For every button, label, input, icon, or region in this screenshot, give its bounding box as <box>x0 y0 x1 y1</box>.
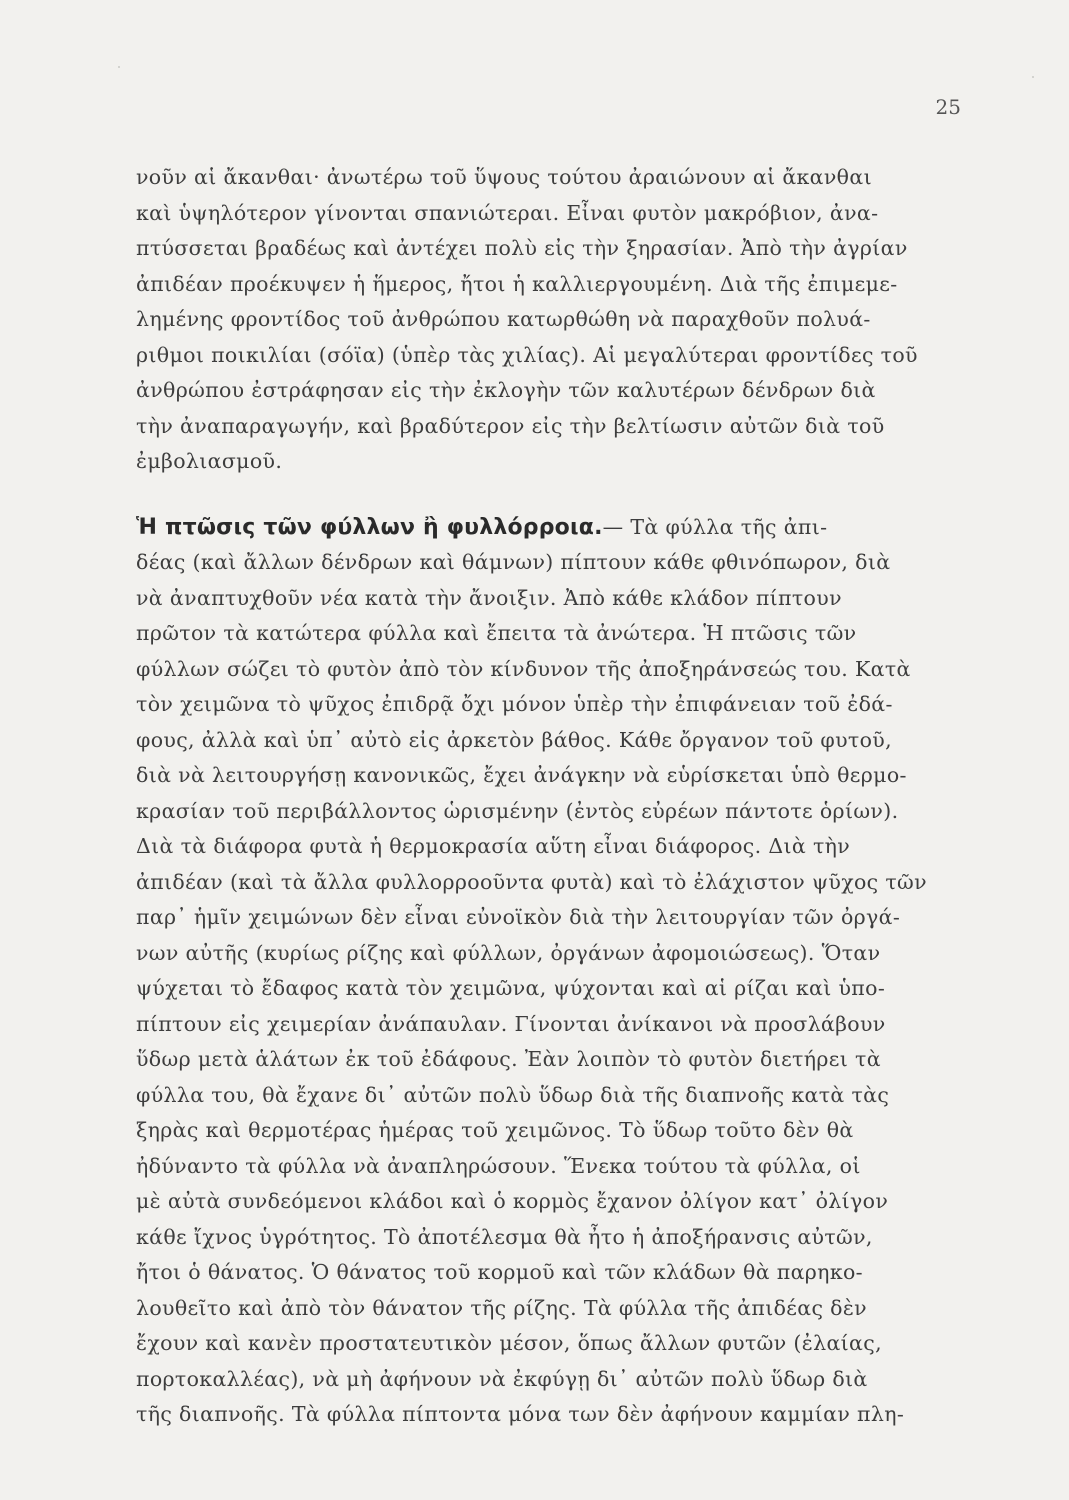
paper-speck <box>118 66 120 68</box>
paper-speck <box>1032 76 1034 78</box>
text-line: λουθεῖτο καὶ ἀπὸ τὸν θάνατον τῆς ρίζης. Τὰ φύλλα τῆς ἀπιδέας δὲν <box>136 1295 867 1320</box>
text-line: πρῶτον τὰ κατώτερα φύλλα καὶ ἔπειτα τὰ ἀνώτερα. Ἡ πτῶσις τῶν <box>136 621 857 645</box>
text-line: νοῦν αἱ ἄκανθαι· ἀνωτέρω τοῦ ὕψους τούτου ἀραιώνουν αἱ ἄκανθαι <box>136 165 872 189</box>
text-line: νὰ ἀναπτυχθοῦν νέα κατὰ τὴν ἄνοιξιν. Ἀπὸ κάθε κλάδον πίπτουν <box>136 585 842 610</box>
text-line: δέας (καὶ ἄλλων δένδρων καὶ θάμνων) πίπτουν κάθε φθινόπωρον, διὰ <box>136 550 891 574</box>
text-line: πορτοκαλλέας), νὰ μὴ ἀφήνουν νὰ ἐκφύγῃ δι᾽ αὐτῶν πολὺ ὕδωρ διὰ <box>136 1366 868 1391</box>
text-line: ἠδύναντο τὰ φύλλα νὰ ἀναπληρώσουν. Ἕνεκα τούτου τὰ φύλλα, οἱ <box>136 1153 861 1178</box>
text-line: ἀπιδέαν (καὶ τὰ ἄλλα φυλλορροοῦντα φυτὰ) καὶ τὸ ἐλάχιστον ψῦχος τῶν <box>136 869 927 894</box>
section-heading: Ἡ πτῶσις τῶν φύλλων ἢ φυλλόρροια. <box>136 514 603 540</box>
body-text <box>136 160 936 1433</box>
text-line: κρασίαν τοῦ περιβάλλοντος ὡρισμένην (ἐντὸς εὐρέων πάντοτε ὁρίων). <box>136 798 899 823</box>
text-line: διὰ νὰ λειτουργήσῃ κανονικῶς, ἔχει ἀνάγκην νὰ εὑρίσκεται ὑπὸ θερμο- <box>136 763 907 787</box>
text-line: φύλλα του, θὰ ἔχανε δι᾽ αὐτῶν πολὺ ὕδωρ διὰ τῆς διαπνοῆς κατὰ τὰς <box>136 1082 890 1107</box>
text-line: ἀπιδέαν προέκυψεν ἡ ἥμερος, ἤτοι ἡ καλλιεργουμένη. Διὰ τῆς ἐπιμεμε- <box>136 271 898 296</box>
text-line: ψύχεται τὸ ἔδαφος κατὰ τὸν χειμῶνα, ψύχονται καὶ αἱ ρίζαι καὶ ὑπο- <box>136 976 886 1000</box>
text-line: καὶ ὑψηλότερον γίνονται σπανιώτεραι. Εἶναι φυτὸν μακρόβιον, ἀνα- <box>136 200 879 225</box>
text-line: φους, ἀλλὰ καὶ ὑπ᾽ αὐτὸ εἰς ἀρκετὸν βάθος. Κάθε ὄργανον τοῦ φυτοῦ, <box>136 727 892 752</box>
text-line: ἔχουν καὶ κανὲν προστατευτικὸν μέσον, ὅπως ἄλλων φυτῶν (ἐλαίας, <box>136 1331 882 1355</box>
text-line: μὲ αὐτὰ συνδεόμενοι κλάδοι καὶ ὁ κορμὸς ἔχανον ὀλίγον κατ᾽ ὀλίγον <box>136 1189 889 1213</box>
text-line: πίπτουν εἰς χειμερίαν ἀνάπαυλαν. Γίνονται ἀνίκανοι νὰ προσλάβουν <box>136 1011 886 1036</box>
text-line: πτύσσεται βραδέως καὶ ἀντέχει πολὺ εἰς τὴν ξηρασίαν. Ἀπὸ τὴν ἀγρίαν <box>136 236 908 260</box>
section-heading-line <box>136 510 936 546</box>
page-number: 25 <box>935 95 961 119</box>
text-line: τὸν χειμῶνα τὸ ψῦχος ἐπιδρᾷ ὄχι μόνον ὑπὲρ τὴν ἐπιφάνειαν τοῦ ἐδά- <box>136 692 893 716</box>
section-heading-continuation: — Τὰ φύλλα τῆς ἀπι- <box>602 514 828 539</box>
text-line: τῆς διαπνοῆς. Τὰ φύλλα πίπτοντα μόνα των δὲν ἀφήνουν καμμίαν πλη- <box>136 1402 905 1426</box>
text-line: ἀνθρώπου ἐστράφησαν εἰς τὴν ἐκλογὴν τῶν καλυτέρων δένδρων διὰ <box>136 378 876 402</box>
text-line: νων αὐτῆς (κυρίως ρίζης καὶ φύλλων, ὀργάνων ἀφομοιώσεως). Ὅταν <box>136 940 881 965</box>
text-line: φύλλων σώζει τὸ φυτὸν ἀπὸ τὸν κίνδυνον τῆς ἀποξηράνσεώς του. Κατὰ <box>136 656 911 681</box>
text-line: παρ᾽ ἡμῖν χειμώνων δὲν εἶναι εὐνοϊκὸν διὰ τὴν λειτουργίαν τῶν ὀργά- <box>136 905 901 929</box>
text-line: κάθε ἴχνος ὑγρότητος. Τὸ ἀποτέλεσμα θὰ ἦτο ἡ ἀποξήρανσις αὐτῶν, <box>136 1224 873 1249</box>
text-line: ριθμοι ποικιλίαι (σόϊα) (ὑπὲρ τὰς χιλίας). Αἱ μεγαλύτεραι φροντίδες τοῦ <box>136 342 918 367</box>
text-line: ἤτοι ὁ θάνατος. Ὁ θάνατος τοῦ κορμοῦ καὶ τῶν κλάδων θὰ παρηκο- <box>136 1260 863 1284</box>
text-line: λημένης φροντίδος τοῦ ἀνθρώπου κατωρθώθη νὰ παραχθοῦν πολυά- <box>136 307 871 331</box>
text-line: ξηρὰς καὶ θερμοτέρας ἡμέρας τοῦ χειμῶνος. Τὸ ὕδωρ τοῦτο δὲν θὰ <box>136 1118 854 1142</box>
text-line: ἐμβολιασμοῦ. <box>136 449 283 473</box>
text-line: τὴν ἀναπαραγωγήν, καὶ βραδύτερον εἰς τὴν βελτίωσιν αὐτῶν διὰ τοῦ <box>136 413 885 438</box>
text-line: ὕδωρ μετὰ ἁλάτων ἐκ τοῦ ἐδάφους. Ἐὰν λοιπὸν τὸ φυτὸν διετήρει τὰ <box>136 1047 881 1071</box>
text-line: Διὰ τὰ διάφορα φυτὰ ἡ θερμοκρασία αὕτη εἶναι διάφορος. Διὰ τὴν <box>136 834 851 858</box>
